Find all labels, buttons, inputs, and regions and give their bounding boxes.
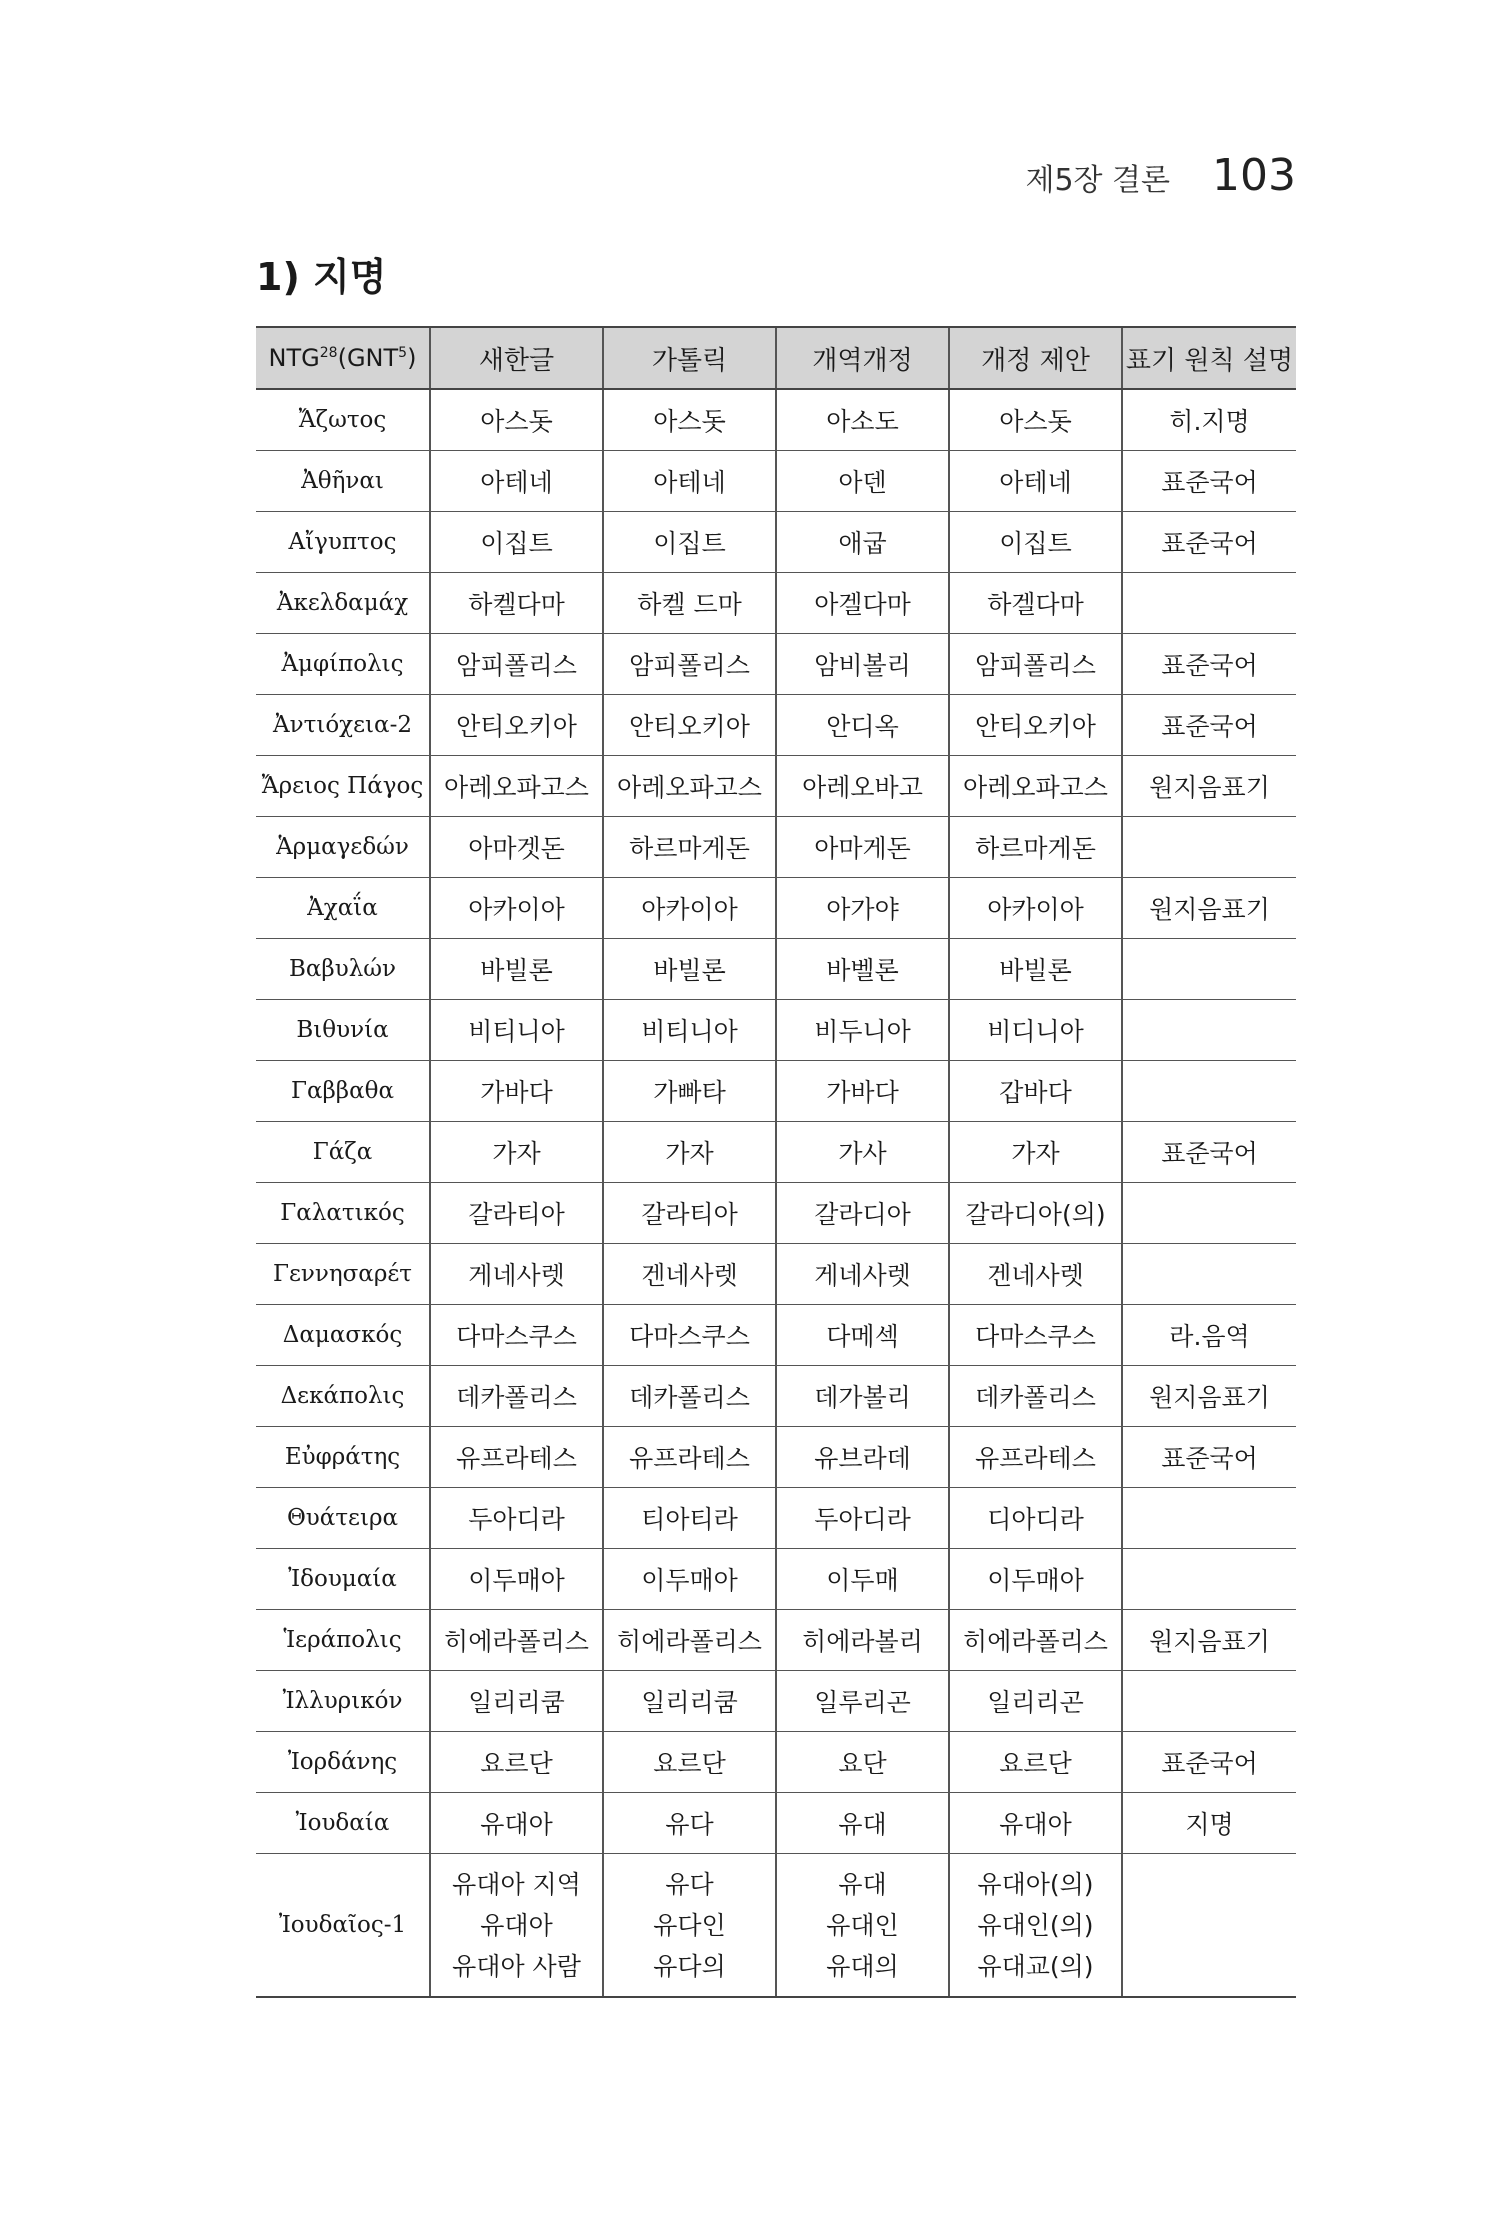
saehangeul-cell: 아카이아	[430, 878, 603, 939]
greek-term-cell: Ἀντιόχεια-2	[256, 695, 430, 756]
greek-term-cell: Ἄζωτος	[256, 389, 430, 451]
explanation-cell: 지명	[1122, 1793, 1296, 1854]
table-row	[256, 1000, 1296, 1061]
proposal-cell: 가자	[949, 1122, 1122, 1183]
catholic-cell: 암피폴리스	[603, 634, 776, 695]
explanation-cell: 원지음표기	[1122, 1610, 1296, 1671]
greek-term-cell: Δεκάπολις	[256, 1366, 430, 1427]
saehangeul-cell: 히에라폴리스	[430, 1610, 603, 1671]
revised-cell: 이두매	[776, 1549, 949, 1610]
explanation-cell	[1122, 1061, 1296, 1122]
explanation-cell: 라.음역	[1122, 1305, 1296, 1366]
table-row	[256, 1244, 1296, 1305]
table-row	[256, 573, 1296, 634]
saehangeul-cell: 아레오파고스	[430, 756, 603, 817]
catholic-cell: 비티니아	[603, 1000, 776, 1061]
revised-cell: 아레오바고	[776, 756, 949, 817]
explanation-cell	[1122, 1488, 1296, 1549]
proposal-cell: 히에라폴리스	[949, 1610, 1122, 1671]
column-header-proposal: 개정 제안	[949, 327, 1122, 389]
saehangeul-cell: 비티니아	[430, 1000, 603, 1061]
table-row	[256, 1122, 1296, 1183]
table-row	[256, 634, 1296, 695]
explanation-cell: 원지음표기	[1122, 756, 1296, 817]
saehangeul-cell: 아스돗	[430, 389, 603, 451]
greek-term-cell: Ἄρειος Πάγος	[256, 756, 430, 817]
proposal-cell: 데카폴리스	[949, 1366, 1122, 1427]
greek-term-cell: Αἴγυπτος	[256, 512, 430, 573]
proposal-cell: 아카이아	[949, 878, 1122, 939]
table-row	[256, 939, 1296, 1000]
proposal-cell: 이집트	[949, 512, 1122, 573]
greek-term-cell: Ἀθῆναι	[256, 451, 430, 512]
saehangeul-cell: 유프라테스	[430, 1427, 603, 1488]
revised-cell: 일루리곤	[776, 1671, 949, 1732]
greek-term-cell: Ἀκελδαμάχ	[256, 573, 430, 634]
revised-cell: 비두니아	[776, 1000, 949, 1061]
chapter-title: 제5장 결론	[1025, 163, 1171, 198]
page-number: 103	[1212, 150, 1296, 201]
catholic-cell: 티아티라	[603, 1488, 776, 1549]
greek-term-cell: Ἱεράπολις	[256, 1610, 430, 1671]
catholic-cell: 갈라티아	[603, 1183, 776, 1244]
revised-cell: 다메섹	[776, 1305, 949, 1366]
revised-cell: 아겔다마	[776, 573, 949, 634]
explanation-cell: 표준국어	[1122, 1122, 1296, 1183]
revised-cell: 요단	[776, 1732, 949, 1793]
proposal-cell: 비디니아	[949, 1000, 1122, 1061]
saehangeul-cell: 안티오키아	[430, 695, 603, 756]
catholic-cell: 바빌론	[603, 939, 776, 1000]
proposal-cell: 아스돗	[949, 389, 1122, 451]
table-row	[256, 1610, 1296, 1671]
saehangeul-cell: 가자	[430, 1122, 603, 1183]
explanation-cell: 표준국어	[1122, 1427, 1296, 1488]
table-row	[256, 695, 1296, 756]
table-row	[256, 1061, 1296, 1122]
table-row	[256, 1427, 1296, 1488]
catholic-cell: 하르마게돈	[603, 817, 776, 878]
explanation-cell: 표준국어	[1122, 695, 1296, 756]
saehangeul-cell: 갈라티아	[430, 1183, 603, 1244]
catholic-cell: 아테네	[603, 451, 776, 512]
proposal-cell: 유대아	[949, 1793, 1122, 1854]
catholic-cell: 유다	[603, 1793, 776, 1854]
greek-term-cell: Ἰορδάνης	[256, 1732, 430, 1793]
table-row	[256, 389, 1296, 451]
running-header	[1025, 150, 1296, 201]
column-header-ntg: NTG$^{28}$(GNT$^5$)	[256, 327, 430, 389]
greek-term-cell: Δαμασκός	[256, 1305, 430, 1366]
table-row	[256, 512, 1296, 573]
proposal-cell: 겐네사렛	[949, 1244, 1122, 1305]
explanation-cell: 표준국어	[1122, 1732, 1296, 1793]
explanation-cell	[1122, 817, 1296, 878]
catholic-cell: 하켈 드마	[603, 573, 776, 634]
saehangeul-cell: 아마겟돈	[430, 817, 603, 878]
greek-term-cell: Ἀχαΐα	[256, 878, 430, 939]
revised-cell: 아마게돈	[776, 817, 949, 878]
greek-term-cell: Γαββαθα	[256, 1061, 430, 1122]
saehangeul-cell: 이두매아	[430, 1549, 603, 1610]
revised-cell: 두아디라	[776, 1488, 949, 1549]
saehangeul-cell: 암피폴리스	[430, 634, 603, 695]
greek-term-cell: Ἰλλυρικόν	[256, 1671, 430, 1732]
saehangeul-cell: 하켈다마	[430, 573, 603, 634]
catholic-cell: 요르단	[603, 1732, 776, 1793]
catholic-cell: 이두매아	[603, 1549, 776, 1610]
explanation-cell	[1122, 939, 1296, 1000]
greek-term-cell: Βιθυνία	[256, 1000, 430, 1061]
table-row	[256, 878, 1296, 939]
greek-term-cell: Ἁρμαγεδών	[256, 817, 430, 878]
saehangeul-cell: 게네사렛	[430, 1244, 603, 1305]
greek-term-cell: Ἰουδαῖος-1	[256, 1854, 430, 1998]
explanation-cell: 히.지명	[1122, 389, 1296, 451]
proposal-cell: 바빌론	[949, 939, 1122, 1000]
revised-cell: 바벨론	[776, 939, 949, 1000]
proposal-cell: 아레오파고스	[949, 756, 1122, 817]
revised-cell: 유브라데	[776, 1427, 949, 1488]
explanation-cell: 표준국어	[1122, 634, 1296, 695]
place-names-table	[256, 326, 1296, 1998]
catholic-cell: 가빠타	[603, 1061, 776, 1122]
proposal-cell: 일리리곤	[949, 1671, 1122, 1732]
explanation-cell	[1122, 1854, 1296, 1998]
saehangeul-cell: 데카폴리스	[430, 1366, 603, 1427]
revised-cell: 게네사렛	[776, 1244, 949, 1305]
table-header-row	[256, 327, 1296, 389]
proposal-cell: 하겔다마	[949, 573, 1122, 634]
catholic-cell: 이집트	[603, 512, 776, 573]
table-row	[256, 1854, 1296, 1998]
proposal-cell: 갈라디아(의)	[949, 1183, 1122, 1244]
table-row	[256, 756, 1296, 817]
catholic-cell: 아레오파고스	[603, 756, 776, 817]
explanation-cell	[1122, 1244, 1296, 1305]
revised-cell: 애굽	[776, 512, 949, 573]
saehangeul-cell: 두아디라	[430, 1488, 603, 1549]
column-header-explanation: 표기 원칙 설명	[1122, 327, 1296, 389]
column-header-catholic: 가톨릭	[603, 327, 776, 389]
revised-cell: 아덴	[776, 451, 949, 512]
column-header-revised: 개역개정	[776, 327, 949, 389]
table-row	[256, 1305, 1296, 1366]
catholic-cell: 히에라폴리스	[603, 1610, 776, 1671]
revised-cell: 암비볼리	[776, 634, 949, 695]
revised-cell: 유대	[776, 1793, 949, 1854]
greek-term-cell: Βαβυλών	[256, 939, 430, 1000]
proposal-cell: 유프라테스	[949, 1427, 1122, 1488]
proposal-cell: 암피폴리스	[949, 634, 1122, 695]
catholic-cell: 유다 유다인 유다의	[603, 1854, 776, 1998]
revised-cell: 아소도	[776, 389, 949, 451]
revised-cell: 갈라디아	[776, 1183, 949, 1244]
proposal-cell: 아테네	[949, 451, 1122, 512]
section-title: 1) 지명	[256, 255, 387, 299]
catholic-cell: 유프라테스	[603, 1427, 776, 1488]
explanation-cell: 표준국어	[1122, 451, 1296, 512]
catholic-cell: 안티오키아	[603, 695, 776, 756]
explanation-cell	[1122, 573, 1296, 634]
catholic-cell: 아스돗	[603, 389, 776, 451]
saehangeul-cell: 유대아 지역 유대아 유대아 사람	[430, 1854, 603, 1998]
proposal-cell: 다마스쿠스	[949, 1305, 1122, 1366]
explanation-cell	[1122, 1183, 1296, 1244]
revised-cell: 가사	[776, 1122, 949, 1183]
saehangeul-cell: 유대아	[430, 1793, 603, 1854]
revised-cell: 아가야	[776, 878, 949, 939]
explanation-cell: 원지음표기	[1122, 878, 1296, 939]
proposal-cell: 유대아(의) 유대인(의) 유대교(의)	[949, 1854, 1122, 1998]
saehangeul-cell: 아테네	[430, 451, 603, 512]
table-row	[256, 817, 1296, 878]
proposal-cell: 디아디라	[949, 1488, 1122, 1549]
saehangeul-cell: 바빌론	[430, 939, 603, 1000]
greek-term-cell: Ἰουδαία	[256, 1793, 430, 1854]
saehangeul-cell: 가바다	[430, 1061, 603, 1122]
revised-cell: 가바다	[776, 1061, 949, 1122]
saehangeul-cell: 다마스쿠스	[430, 1305, 603, 1366]
revised-cell: 안디옥	[776, 695, 949, 756]
table-row	[256, 1549, 1296, 1610]
catholic-cell: 겐네사렛	[603, 1244, 776, 1305]
proposal-cell: 이두매아	[949, 1549, 1122, 1610]
greek-term-cell: Γάζα	[256, 1122, 430, 1183]
explanation-cell: 원지음표기	[1122, 1366, 1296, 1427]
table-row	[256, 1793, 1296, 1854]
explanation-cell	[1122, 1549, 1296, 1610]
greek-term-cell: Γαλατικός	[256, 1183, 430, 1244]
greek-term-cell: Ἀμφίπολις	[256, 634, 430, 695]
table-row	[256, 1732, 1296, 1793]
proposal-cell: 갑바다	[949, 1061, 1122, 1122]
catholic-cell: 다마스쿠스	[603, 1305, 776, 1366]
proposal-cell: 요르단	[949, 1732, 1122, 1793]
proposal-cell: 하르마게돈	[949, 817, 1122, 878]
greek-term-cell: Θυάτειρα	[256, 1488, 430, 1549]
greek-term-cell: Εὐφράτης	[256, 1427, 430, 1488]
table-row	[256, 1366, 1296, 1427]
saehangeul-cell: 일리리쿰	[430, 1671, 603, 1732]
proposal-cell: 안티오키아	[949, 695, 1122, 756]
catholic-cell: 일리리쿰	[603, 1671, 776, 1732]
saehangeul-cell: 요르단	[430, 1732, 603, 1793]
saehangeul-cell: 이집트	[430, 512, 603, 573]
revised-cell: 히에라볼리	[776, 1610, 949, 1671]
catholic-cell: 아카이아	[603, 878, 776, 939]
table-row	[256, 1183, 1296, 1244]
greek-term-cell: Γεννησαρέτ	[256, 1244, 430, 1305]
table-row	[256, 1671, 1296, 1732]
table-row	[256, 451, 1296, 512]
column-header-saehangeul: 새한글	[430, 327, 603, 389]
explanation-cell	[1122, 1000, 1296, 1061]
revised-cell: 유대 유대인 유대의	[776, 1854, 949, 1998]
greek-term-cell: Ἰδουμαία	[256, 1549, 430, 1610]
catholic-cell: 가자	[603, 1122, 776, 1183]
explanation-cell	[1122, 1671, 1296, 1732]
table-row	[256, 1488, 1296, 1549]
revised-cell: 데가볼리	[776, 1366, 949, 1427]
explanation-cell: 표준국어	[1122, 512, 1296, 573]
catholic-cell: 데카폴리스	[603, 1366, 776, 1427]
